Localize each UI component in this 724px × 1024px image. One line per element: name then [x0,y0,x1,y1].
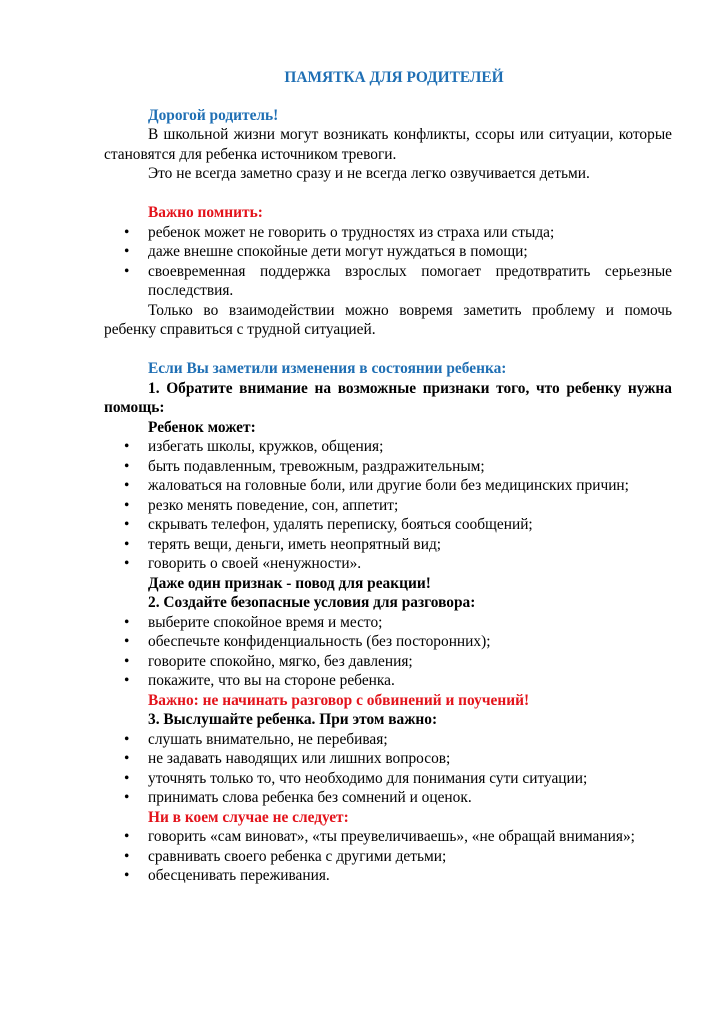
intro-paragraph-2: Это не всегда заметно сразу и не всегда легко озвучивается детьми. [148,165,590,182]
never-list [104,827,672,886]
list-item: • ребенок может не говорить о трудностях из страха или стыда; [124,223,555,241]
list-item: • своевременная поддержка взрослых помогает предотвратить серьезные последствия. [124,262,672,299]
list-item: • принимать слова ребенка без сомнений и оценок. [124,789,472,806]
list-item: • уточнять только то, что необходимо для понимания сути ситуации; [124,769,588,787]
signs-list [104,437,672,574]
one-sign-note: Даже один признак - повод для реакции! [148,574,431,592]
list-item: • даже внешне спокойные дети могут нуждаться в помощи; [124,243,528,260]
bullet-icon: • [124,535,130,553]
list-item: • слушать внимательно, не перебивая; [124,730,388,748]
bullet-icon: • [124,555,130,572]
list-item: • жаловаться на головные боли, или другие боли без медицинских причин; [124,477,629,494]
list-item: • сравнивать своего ребенка с другими детьми; [124,847,447,865]
step2-heading: 2. Создайте безопасные условия для разговора: [148,594,476,611]
bullet-icon: • [124,789,130,806]
bullet-icon: • [124,243,130,260]
list-item: • обеспечьте конфиденциальность (без посторонних); [124,633,491,650]
changes-heading: Если Вы заметили изменения в состоянии ребенка: [148,360,507,377]
list-item: • избегать школы, кружков, общения; [124,438,384,455]
step3-heading: 3. Выслушайте ребенка. При этом важно: [148,711,438,728]
bullet-icon: • [124,438,130,455]
bullet-icon: • [124,730,130,748]
bullet-icon: • [124,262,130,280]
list-item: • терять вещи, деньги, иметь неопрятный вид; [124,535,442,553]
page-title: ПАМЯТКА ДЛЯ РОДИТЕЛЕЙ [284,69,504,86]
cooperation-paragraph: Только во взаимодействии можно вовремя заметить проблему и помочь ребенку справиться с трудной ситуацией. [104,301,672,338]
list-item: • говорить «сам виноват», «ты преувеличиваешь», «не обращай внимания»; [124,828,635,845]
bullet-icon: • [124,867,130,884]
list-item: • выберите спокойное время и место; [124,613,383,631]
bullet-icon: • [124,516,130,533]
list-item: • резко менять поведение, сон, аппетит; [124,496,399,514]
list-item: • не задавать наводящих или лишних вопросов; [124,750,451,767]
child-may-label: Ребенок может: [148,418,256,436]
bullet-icon: • [124,828,130,845]
bullet-icon: • [124,496,130,514]
bullet-icon: • [124,750,130,767]
bullet-icon: • [124,847,130,865]
list-item: • скрывать телефон, удалять переписку, бояться сообщений; [124,516,533,533]
bullet-icon: • [124,477,130,494]
important-list [104,223,672,301]
greeting-heading: Дорогой родитель! [148,106,279,124]
bullet-icon: • [124,672,130,689]
step1-heading: 1. Обратите внимание на возможные признаки того, что ребенку нужна помощь: [104,379,672,416]
conditions-list [104,613,672,691]
list-item: • говорите спокойно, мягко, без давления; [124,652,413,670]
important-heading: Важно помнить: [148,204,263,221]
list-item: • говорить о своей «ненужности». [124,555,362,572]
list-item: • обесценивать переживания. [124,867,330,884]
never-heading: Ни в коем случае не следует: [148,808,349,826]
bullet-icon: • [124,223,130,241]
list-item: • покажите, что вы на стороне ребенка. [124,672,395,689]
bullet-icon: • [124,613,130,631]
bullet-icon: • [124,769,130,787]
bullet-icon: • [124,652,130,670]
bullet-icon: • [124,633,130,650]
bullet-icon: • [124,457,130,475]
memo-content [104,68,672,886]
warning-note: Важно: не начинать разговор с обвинений и поучений! [148,691,530,709]
listen-list [104,730,672,808]
list-item: • быть подавленным, тревожным, раздражительным; [124,457,485,475]
intro-paragraph-1: В школьной жизни могут возникать конфликты, ссоры или ситуации, которые становятся для ребенка источником тревоги. [104,126,672,163]
